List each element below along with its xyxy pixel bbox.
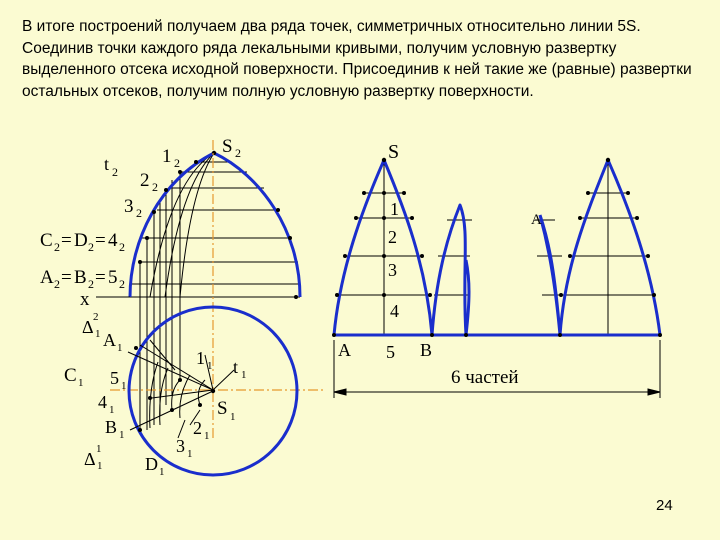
label-3-1: 3: [176, 436, 185, 456]
label-s1: S: [217, 398, 228, 419]
label-d2: D: [74, 230, 88, 251]
label-3-2: 3: [124, 196, 134, 217]
label-4-1-sub: 1: [109, 404, 115, 416]
label-a1-sub: 1: [117, 342, 123, 354]
label-dev-1: 1: [390, 199, 399, 219]
label-b1-sub: 1: [119, 429, 125, 441]
petal-outline: [334, 160, 660, 335]
label-2-1: 2: [193, 418, 202, 438]
label-c1-sub: 1: [78, 377, 84, 389]
label-1-1: 1: [196, 348, 205, 368]
label-dev-a-small: A: [531, 212, 542, 228]
label-d2-sub: 2: [88, 240, 94, 254]
development-dots: [332, 158, 662, 337]
label-1-2-sub: 2: [174, 156, 180, 170]
label-eq1: =: [61, 230, 72, 251]
label-b1: B: [105, 417, 118, 437]
label-2-2: 2: [140, 170, 150, 191]
label-2-1-sub: 1: [204, 430, 210, 442]
label-5-2: 5: [108, 267, 118, 288]
label-eq4: =: [95, 267, 106, 288]
development: [332, 158, 662, 398]
label-t2: t: [104, 154, 110, 174]
label-s2: S: [222, 136, 233, 157]
label-dimension: 6 частей: [451, 367, 519, 388]
label-dev-2: 2: [388, 227, 397, 247]
front-view: [96, 151, 300, 430]
label-4-2: 4: [108, 230, 118, 251]
top-leader-lines: [178, 355, 234, 438]
label-delta1-sub: 1: [95, 328, 101, 340]
label-3-1-sub: 1: [187, 448, 193, 460]
top-view: [128, 307, 297, 475]
label-1-1-sub: 1: [207, 360, 213, 372]
label-delta1b-sub: 1: [97, 460, 103, 472]
label-c2: C: [40, 230, 53, 251]
label-2-2-sub: 2: [152, 180, 158, 194]
label-dev-b: B: [420, 340, 433, 360]
label-5-1-sub: 1: [121, 380, 127, 392]
label-dev-5: 5: [386, 342, 395, 362]
label-delta1: Δ: [82, 317, 94, 337]
label-eq2: =: [95, 230, 106, 251]
label-s1-sub: 1: [230, 411, 236, 423]
label-5-1: 5: [110, 368, 119, 388]
petal-grid: [337, 160, 654, 335]
explanation-paragraph: В итоге построений получаем два ряда точек, симметричных относительно линии 5S. Соединив точки каждого ряда лекальными кривыми, получим условную развертку выделенного отсека исходной поверхности. Присоединив к ней такие же (равные) развертки остальных отсеков, получим полную условную развертку поверхности.: [22, 18, 692, 100]
label-b2-sub: 2: [88, 277, 94, 291]
label-a2: A: [40, 267, 54, 288]
label-t2-sub: 2: [112, 165, 118, 179]
label-delta1-sup: 2: [93, 311, 99, 323]
label-x-axis: x: [80, 289, 90, 310]
label-dev-s: S: [388, 141, 400, 163]
label-5-2-sub: 2: [119, 277, 125, 291]
label-4-1: 4: [98, 392, 107, 412]
label-delta1b: Δ: [84, 449, 96, 469]
label-t1-sub: 1: [241, 369, 247, 381]
label-4-2-sub: 2: [119, 240, 125, 254]
label-a1: A: [103, 330, 116, 350]
label-eq3: =: [61, 267, 72, 288]
label-dev-3: 3: [388, 260, 397, 280]
label-b2: B: [74, 267, 87, 288]
label-c2-sub: 2: [54, 240, 60, 254]
page-number: 24: [656, 497, 673, 514]
label-t1: t: [233, 357, 239, 377]
label-s2-sub: 2: [235, 146, 241, 160]
development-labels: [338, 141, 542, 388]
label-a2-sub: 2: [54, 277, 60, 291]
label-1-2: 1: [162, 146, 172, 167]
label-delta1b-sup: 1: [96, 443, 102, 455]
label-c1: C: [64, 365, 77, 386]
label-dev-a: A: [338, 340, 351, 360]
petal-small-right: [466, 260, 469, 335]
label-d1-sub: 1: [159, 466, 165, 478]
front-dome-contour: [130, 153, 300, 297]
label-d1: D: [145, 454, 158, 474]
label-3-2-sub: 2: [136, 206, 142, 220]
front-projection-lines: [140, 172, 180, 430]
label-dev-4: 4: [390, 301, 399, 321]
front-dots: [138, 151, 298, 299]
